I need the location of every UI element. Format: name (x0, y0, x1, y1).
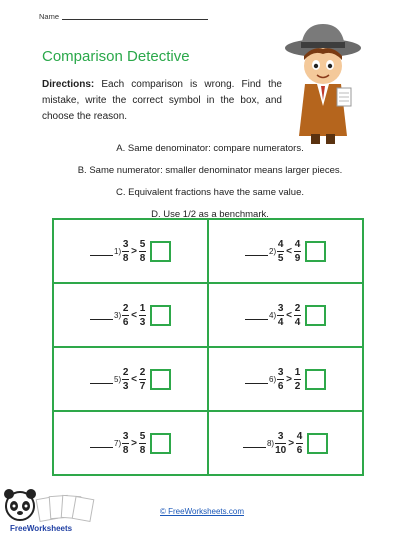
fraction-bar (277, 379, 284, 380)
denominator: 9 (294, 252, 301, 264)
problem-number: 8) (266, 438, 275, 448)
reason-answer-blank[interactable] (245, 375, 268, 384)
reason-answer-blank[interactable] (90, 311, 113, 320)
reason-b: B. Same numerator: smaller denominator means larger pieces. (77, 165, 343, 176)
numerator: 2 (122, 302, 129, 314)
answer-box[interactable] (305, 369, 326, 390)
problem-cell (208, 283, 363, 347)
denominator: 8 (139, 444, 146, 456)
problem-item (243, 431, 328, 456)
numerator: 1 (139, 302, 146, 314)
logo-text: FreeWorksheets (10, 524, 73, 533)
comparison-symbol: < (131, 309, 137, 321)
problem-grid (52, 218, 364, 476)
problem-item (90, 239, 171, 264)
problem-cell (53, 283, 208, 347)
problem-number: 7) (114, 438, 122, 448)
numerator: 3 (277, 302, 284, 314)
comparison-symbol: < (286, 245, 292, 257)
comparison-symbol: < (286, 309, 292, 321)
fraction-right (294, 367, 301, 392)
detective-illustration-icon (283, 18, 363, 148)
fraction-right (139, 239, 146, 264)
footer-link[interactable]: © FreeWorksheets.com (160, 507, 244, 516)
numerator: 3 (122, 430, 129, 442)
reason-answer-blank[interactable] (245, 247, 268, 256)
fraction-bar (294, 379, 301, 380)
denominator: 6 (277, 380, 284, 392)
problem-cell (53, 219, 208, 283)
fraction-right (139, 367, 146, 392)
denominator: 8 (139, 252, 146, 264)
numerator: 3 (277, 366, 284, 378)
denominator: 8 (122, 444, 129, 456)
fraction-right (139, 303, 146, 328)
numerator: 3 (122, 238, 129, 250)
reason-answer-blank[interactable] (90, 247, 113, 256)
denominator: 4 (294, 316, 301, 328)
answer-box[interactable] (150, 305, 171, 326)
fraction-left (277, 239, 284, 264)
reason-answer-blank[interactable] (90, 375, 113, 384)
name-label: Name (39, 12, 60, 21)
denominator: 3 (122, 380, 129, 392)
problem-cell (208, 347, 363, 411)
fraction-bar (122, 443, 129, 444)
problem-number: 3) (114, 310, 122, 320)
problem-number: 6) (269, 374, 277, 384)
comparison-symbol: > (288, 437, 295, 449)
denominator: 5 (277, 252, 284, 264)
fraction-bar (122, 251, 129, 252)
fraction-bar (277, 251, 284, 252)
comparison-symbol: > (286, 373, 292, 385)
reason-a: A. Same denominator: compare numerators. (116, 143, 304, 154)
problem-item (245, 239, 326, 264)
problem-cell (53, 411, 208, 475)
fraction-bar (122, 315, 129, 316)
reason-answer-blank[interactable] (90, 439, 113, 448)
problem-cell (53, 347, 208, 411)
numerator: 5 (139, 238, 146, 250)
answer-box[interactable] (150, 369, 171, 390)
directions-label: Directions: (42, 79, 95, 90)
problem-item (90, 303, 171, 328)
problem-item (245, 303, 326, 328)
problem-number: 4) (269, 310, 277, 320)
denominator: 7 (139, 380, 146, 392)
problem-item (245, 367, 326, 392)
numerator: 4 (296, 430, 303, 442)
fraction-left (275, 431, 286, 456)
reason-answer-blank[interactable] (243, 439, 266, 448)
numerator: 2 (139, 366, 146, 378)
name-blank[interactable] (62, 19, 208, 20)
numerator: 2 (294, 302, 301, 314)
denominator: 6 (296, 444, 303, 456)
problem-number: 1) (114, 246, 122, 256)
fraction-bar (294, 315, 301, 316)
directions (42, 77, 282, 125)
fraction-bar (277, 315, 284, 316)
comparison-symbol: > (131, 437, 137, 449)
numerator: 4 (294, 238, 301, 250)
denominator: 2 (294, 380, 301, 392)
denominator: 3 (139, 316, 146, 328)
comparison-symbol: > (131, 245, 137, 257)
problem-number: 5) (114, 374, 122, 384)
fraction-bar (139, 379, 146, 380)
reason-answer-blank[interactable] (245, 311, 268, 320)
problem-cell (208, 411, 363, 475)
fraction-left (277, 367, 284, 392)
reason-c: C. Equivalent fractions have the same value. (116, 187, 304, 198)
numerator: 5 (139, 430, 146, 442)
answer-box[interactable] (305, 305, 326, 326)
numerator: 2 (122, 366, 129, 378)
directions-text: Each comparison is wrong. Find the mistake, write the correct symbol in the box, and choose the reason. (42, 79, 282, 122)
fraction-right (296, 431, 303, 456)
fraction-right (294, 239, 301, 264)
fraction-bar (294, 251, 301, 252)
denominator: 6 (122, 316, 129, 328)
fraction-right (294, 303, 301, 328)
fraction-bar (139, 315, 146, 316)
comparison-symbol: < (131, 373, 137, 385)
problem-number: 2) (269, 246, 277, 256)
worksheet-title: Comparison Detective (42, 48, 190, 65)
fraction-left (122, 367, 129, 392)
problem-item (90, 367, 171, 392)
reason-d: D. Use 1/2 as a benchmark. (151, 209, 269, 220)
numerator: 4 (277, 238, 284, 250)
fraction-bar (122, 379, 129, 380)
fraction-bar (296, 443, 303, 444)
answer-box[interactable] (305, 241, 326, 262)
fraction-left (122, 431, 129, 456)
answer-box[interactable] (307, 433, 328, 454)
answer-box[interactable] (150, 433, 171, 454)
fraction-bar (139, 443, 146, 444)
name-line (39, 12, 208, 21)
fraction-right (139, 431, 146, 456)
reasons-list (20, 138, 400, 226)
fraction-bar (275, 443, 286, 444)
numerator: 1 (294, 366, 301, 378)
problem-item (90, 431, 171, 456)
fraction-bar (139, 251, 146, 252)
answer-box[interactable] (150, 241, 171, 262)
fraction-left (277, 303, 284, 328)
numerator: 3 (277, 430, 284, 442)
fraction-left (122, 239, 129, 264)
fraction-left (122, 303, 129, 328)
denominator: 8 (122, 252, 129, 264)
denominator: 10 (275, 444, 287, 456)
denominator: 4 (277, 316, 284, 328)
problem-cell (208, 219, 363, 283)
